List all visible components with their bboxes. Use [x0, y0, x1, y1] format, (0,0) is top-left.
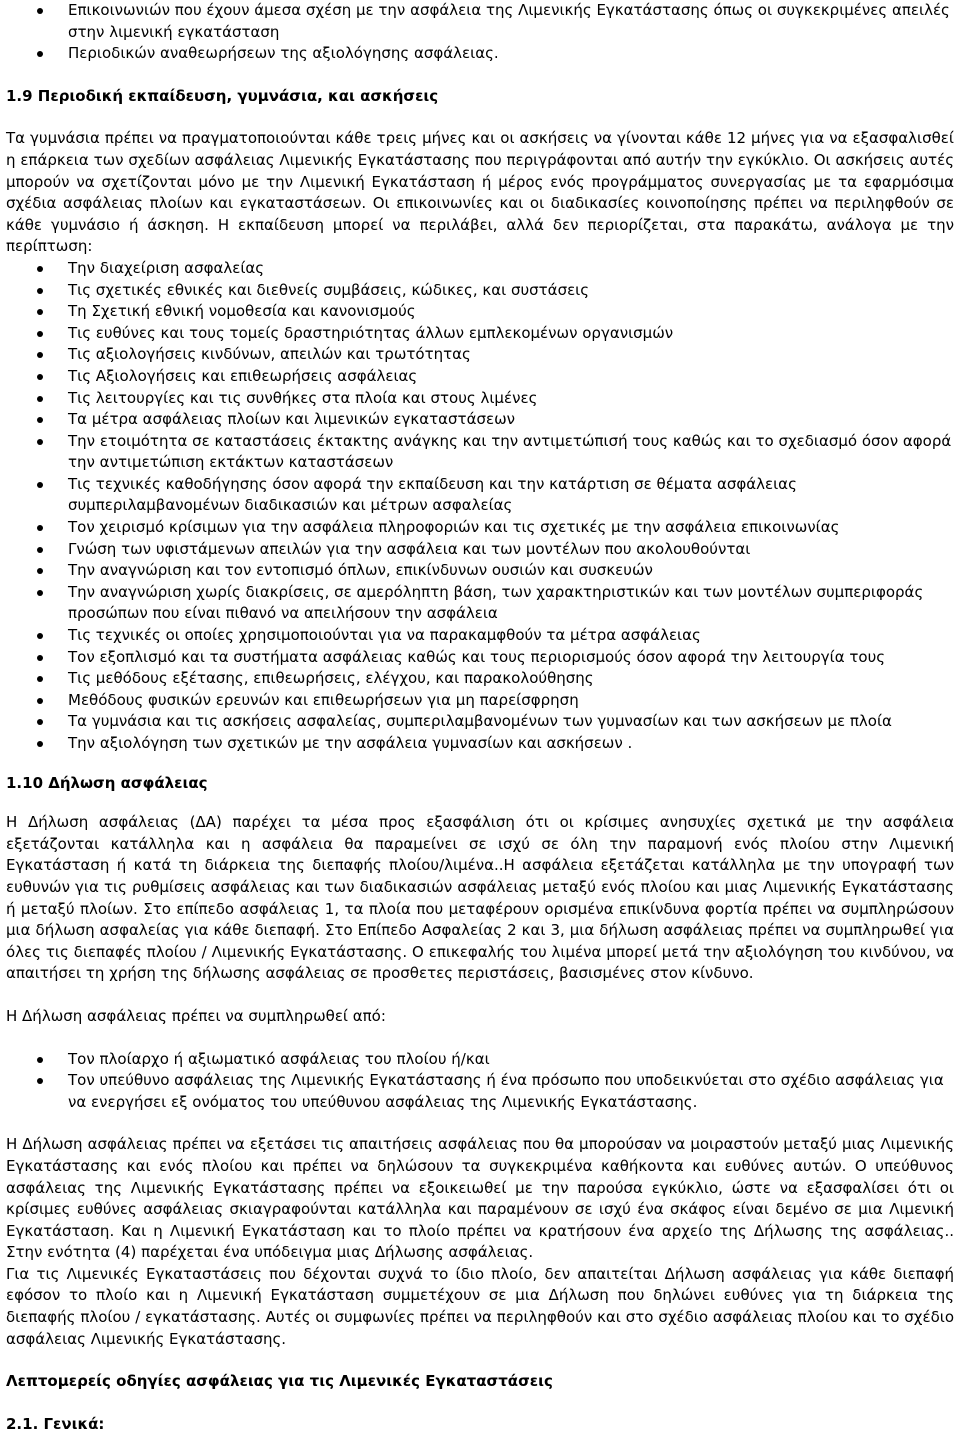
list-item: Τις αξιολογήσεις κινδύνων, απειλών και τρωτότητας: [6, 344, 954, 366]
list-item: Τις λειτουργίες και τις συνθήκες στα πλοία και στους λιμένες: [6, 388, 954, 410]
list-item: Μεθόδους φυσικών ερευνών και επιθεωρήσεων για μη παρείσφρηση: [6, 690, 954, 712]
training-topics-list: [6, 258, 954, 755]
list-item: Τη Σχετική εθνική νομοθεσία και κανονισμούς: [6, 301, 954, 323]
list-item: Τα μέτρα ασφάλειας πλοίων και λιμενικών εγκαταστάσεων: [6, 409, 954, 431]
list-item: Τον πλοίαρχο ή αξιωματικό ασφάλειας του πλοίου ή/και: [6, 1049, 954, 1071]
list-item: Τα γυμνάσια και τις ασκήσεις ασφαλείας, συμπεριλαμβανομένων των γυμνασίων και των ασκήσεων με πλοία: [6, 711, 954, 733]
list-item: Περιοδικών αναθεωρήσεων της αξιολόγησης ασφάλειας.: [6, 43, 954, 65]
list-item: Τις ευθύνες και τους τομείς δραστηριότητας άλλων εμπλεκομένων οργανισμών: [6, 323, 954, 345]
paragraph: Τα γυμνάσια πρέπει να πραγματοποιούνται κάθε τρεις μήνες και οι ασκήσεις να γίνονται κάθε 12 μήνες για να εξασφαλισθεί η επάρκεια των σχεδίων ασφάλειας Λιμενικής Εγκατάστασης που περιγράφονται από αυτήν την εγκύκλιο. Οι ασκήσεις αυτές μπορούν να σχετίζονται μόνο με την Λιμενική Εγκατάσταση ή μέρος ενός προγράμματος συνεργασίας με τα εφαρμόσιμα σχέδια ασφάλειας πλοίων και εγκαταστάσεων. Οι επικοινωνίες και οι διαδικασίες κοινοποίησης πρέπει να περιληφθούν σε κάθε γυμνάσιο ή άσκηση. Η εκπαίδευση μπορεί να περιλάβει, αλλά δεν περιορίζεται, στα παρακάτω, ανάλογα με την περίπτωση:: [6, 129, 954, 256]
list-item: Τις τεχνικές οι οποίες χρησιμοποιούνται για να παρακαμφθούν τα μέτρα ασφάλειας: [6, 625, 954, 647]
section-heading-1-9: 1.9 Περιοδική εκπαίδευση, γυμνάσια, και ασκήσεις: [6, 86, 439, 105]
list-item: Γνώση των υφιστάμενων απειλών για την ασφάλεια και των μοντέλων που ακολουθούνται: [6, 539, 954, 561]
list-item: Την ετοιμότητα σε καταστάσεις έκτακτης ανάγκης και την αντιμετώπισή τους καθώς και το σχεδιασμό όσον αφορά την αντιμετώπιση εκτάκτων καταστάσεων: [6, 431, 954, 474]
list-item: Την διαχείριση ασφαλείας: [6, 258, 954, 280]
paragraph: Για τις Λιμενικές Εγκαταστάσεις που δέχονται συχνά το ίδιο πλοίο, δεν απαιτείται Δήλωση ασφάλειας για κάθε διεπαφή εφόσον το πλοίο και η Λιμενική Εγκατάσταση συμμετέχουν σε μια Δήλωση που δηλώνει ευθύνες για τη διάρκεια της διεπαφής πλοίου / εγκατάστασης. Αυτές οι συμφωνίες πρέπει να περιληφθούν και στο σχέδιο ασφάλειας πλοίου και το σχέδιο ασφάλειας Λιμενικής Εγκατάστασης.: [6, 1264, 954, 1348]
responsible-persons-list: [6, 1049, 954, 1114]
list-item: Την αναγνώριση χωρίς διακρίσεις, σε αμερόληπτη βάση, των χαρακτηριστικών και των μοντέλων συμπεριφοράς προσώπων που είναι πιθανό να απειλήσουν την ασφάλεια: [6, 582, 954, 625]
list-item: Τον εξοπλισμό και τα συστήματα ασφάλειας καθώς και τους περιορισμούς όσον αφορά την λειτουργία τους: [6, 647, 954, 669]
section-heading-2-1: 2.1. Γενικά:: [6, 1414, 105, 1433]
list-item: Τις τεχνικές καθοδήγησης όσον αφορά την εκπαίδευση και την κατάρτιση σε θέματα ασφάλειας συμπεριλαμβανομένων διαδικασιών και μέτρων ασφαλείας: [6, 474, 954, 517]
paragraph: Η Δήλωση ασφάλειας (ΔΑ) παρέχει τα μέσα προς εξασφάλιση ότι οι κρίσιμες ανησυχίες σχετικά με την ασφάλεια εξετάζονται κατάλληλα και η ασφάλεια θα παραμείνει σε ισχύ σε όλη την παραμονή ενός πλοίου στην Λιμενική Εγκατάσταση ή κατά τη διάρκεια της διεπαφής πλοίου/λιμένα..Η ασφάλεια εξετάζεται κατάλληλα με την υπογραφή των ευθυνών για τις ρυθμίσεις ασφάλειας και των διαδικασιών ασφάλειας μεταξύ ενός πλοίου και μιας Λιμενικής Εγκατάστασης ή μεταξύ πλοίων. Στο επίπεδο ασφάλειας 1, τα πλοία που μεταφέρουν ορισμένα επικίνδυνα φορτία πρέπει να συμπληρώσουν μια δήλωση ασφαλείας για κάθε διεπαφή. Στο Επίπεδο Ασφαλείας 2 και 3, μια δήλωση ασφάλειας πρέπει να συμπληρωθεί για όλες τις διεπαφές πλοίου / Λιμενικής Εγκατάστασης. Ο επικεφαλής του λιμένα μπορεί μετά την αξιολόγηση του κινδύνου, να απαιτήσει τη χρήση της δήλωσης ασφάλειας σε προσθετες περιστάσεις, βασισμένες στον κίνδυνο.: [6, 813, 954, 983]
list-item: Την αξιολόγηση των σχετικών με την ασφάλεια γυμνασίων και ασκήσεων .: [6, 733, 954, 755]
section-heading-1-10: 1.10 Δήλωση ασφάλειας: [6, 773, 208, 792]
list-item: Επικοινωνιών που έχουν άμεσα σχέση με την ασφάλεια της Λιμενικής Εγκατάστασης όπως οι συγκεκριμένες απειλές στην λιμενική εγκατάσταση: [6, 0, 954, 43]
detail-guidelines-heading: Λεπτομερείς οδηγίες ασφάλειας για τις Λιμενικές Εγκαταστάσεις: [6, 1372, 553, 1391]
list-item: Τον χειρισμό κρίσιμων για την ασφάλεια πληροφοριών και τις σχετικές με την ασφάλεια επικοινωνίας: [6, 517, 954, 539]
list-item: Τις Αξιολογήσεις και επιθεωρήσεις ασφάλειας: [6, 366, 954, 388]
paragraph: Η Δήλωση ασφάλειας πρέπει να συμπληρωθεί από:: [6, 1006, 386, 1025]
list-item: Τις μεθόδους εξέτασης, επιθεωρήσεις, ελέγχου, και παρακολούθησης: [6, 668, 954, 690]
list-item: Την αναγνώριση και τον εντοπισμό όπλων, επικίνδυνων ουσιών και συσκευών: [6, 560, 954, 582]
top-bullet-list: [6, 0, 954, 65]
list-item: Τις σχετικές εθνικές και διεθνείς συμβάσεις, κώδικες, και συστάσεις: [6, 280, 954, 302]
paragraph: Η Δήλωση ασφάλειας πρέπει να εξετάσει τις απαιτήσεις ασφάλειας που θα μπορούσαν να μοιραστούν μεταξύ μιας Λιμενικής Εγκατάστασης και ενός πλοίου και πρέπει να δηλώσουν τα συγκεκριμένα καθήκοντα και ευθύνες αυτών. Ο υπεύθυνος ασφάλειας της Λιμενικής Εγκατάστασης πρέπει να εξοικειωθεί με την παρούσα εγκύκλιο, ώστε να εξασφαλίσει ότι οι κρίσιμες ευθύνες ασφάλειας σκιαγραφούνται κατάλληλα και παραμένουν σε ισχύ ένα σκάφος είναι δεμένο σε μια Λιμενική Εγκατάσταση. Και η Λιμενική Εγκατάσταση και το πλοίο πρέπει να κρατήσουν ένα αρχείο της Δήλωσης της ασφάλειας.. Στην ενότητα (4) παρέχεται ένα υπόδειγμα μιας Δήλωσης ασφάλειας.: [6, 1135, 954, 1262]
list-item: Τον υπεύθυνο ασφάλειας της Λιμενικής Εγκατάστασης ή ένα πρόσωπο που υποδεικνύεται στο σχέδιο ασφάλειας για να ενεργήσει εξ ονόματος του υπεύθυνου ασφάλειας της Λιμενικής Εγκατάστασης.: [6, 1070, 954, 1113]
